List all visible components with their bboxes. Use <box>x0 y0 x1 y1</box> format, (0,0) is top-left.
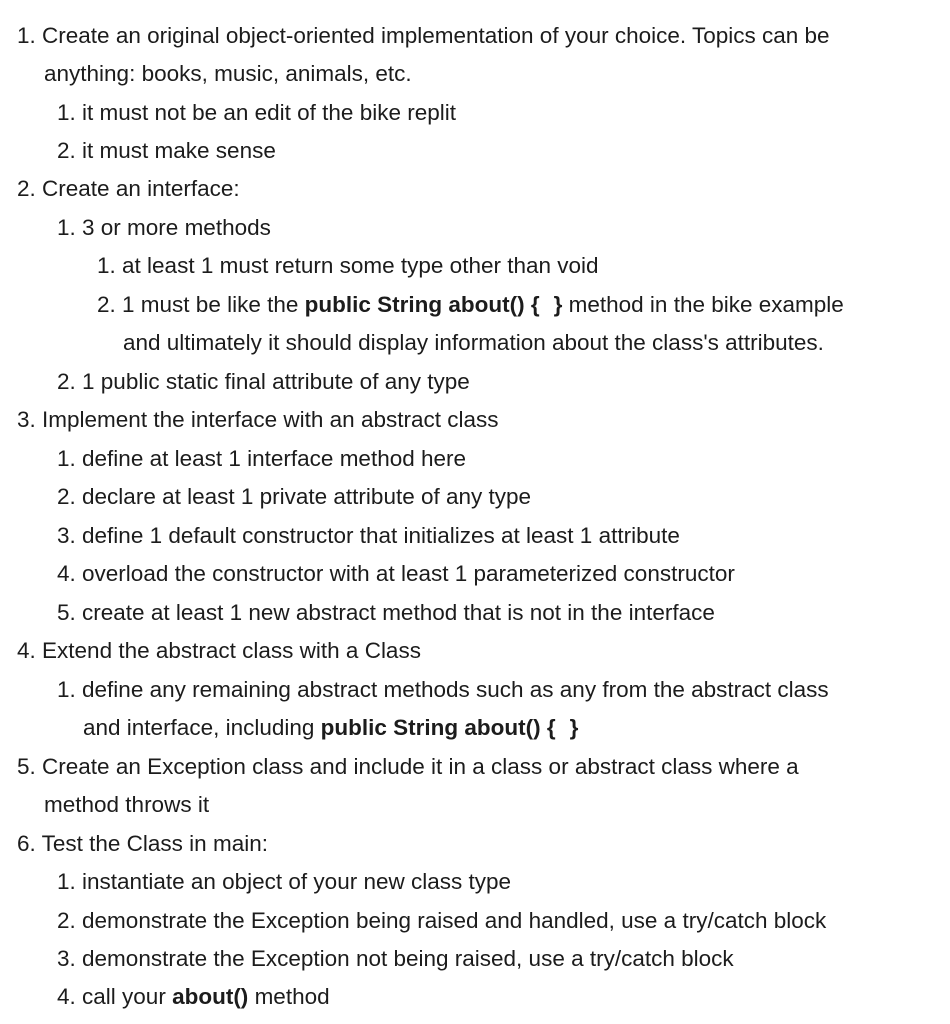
item-3-1 <box>0 440 950 478</box>
item-text-continued: and ultimately it should display information about the class's attributes. <box>123 330 824 355</box>
item-text: method in the bike example <box>562 292 844 317</box>
item-6-1 <box>0 863 950 901</box>
item-number: 3. <box>17 407 36 432</box>
item-3-4 <box>0 555 950 593</box>
item-3 <box>0 401 950 439</box>
item-number: 2. <box>17 176 36 201</box>
item-2-2 <box>0 363 950 401</box>
item-text: 1 must be like the <box>122 292 305 317</box>
item-3-2 <box>0 478 950 516</box>
item-6-3 <box>0 940 950 978</box>
item-3-3 <box>0 517 950 555</box>
item-2 <box>0 170 950 208</box>
item-text: call your <box>82 984 173 1009</box>
item-text-continued: anything: books, music, animals, etc. <box>44 61 412 86</box>
item-number: 2. <box>97 292 116 317</box>
item-5-continued <box>0 786 950 824</box>
item-text: demonstrate the Exception being raised and handled, use a try/catch block <box>82 908 827 933</box>
item-text: Create an Exception class and include it in a class or abstract class where a <box>42 754 799 779</box>
item-number: 1. <box>57 869 76 894</box>
item-text: 3 or more methods <box>82 215 271 240</box>
item-number: 1. <box>57 215 76 240</box>
item-1-1 <box>0 94 950 132</box>
item-2-1 <box>0 209 950 247</box>
item-1 <box>0 17 950 55</box>
item-text-continued: method throws it <box>44 792 210 817</box>
item-text: define at least 1 interface method here <box>82 446 467 471</box>
code-snippet: about() <box>172 984 249 1009</box>
code-brace: } <box>553 292 563 317</box>
item-text: overload the constructor with at least 1 parameterized constructor <box>82 561 735 586</box>
item-2-1-2 <box>0 286 950 324</box>
item-number: 1. <box>57 100 76 125</box>
item-text-continued: and interface, including <box>83 715 321 740</box>
item-1-2 <box>0 132 950 170</box>
item-text: define any remaining abstract methods such as any from the abstract class <box>82 677 829 702</box>
item-text: method <box>248 984 330 1009</box>
code-brace: } <box>569 715 579 740</box>
item-text: Implement the interface with an abstract class <box>42 407 499 432</box>
item-text: Create an interface: <box>42 176 240 201</box>
item-5 <box>0 748 950 786</box>
item-number: 1. <box>97 253 116 278</box>
code-snippet: public String about() { <box>320 715 556 740</box>
item-number: 2. <box>57 138 76 163</box>
item-text: it must make sense <box>82 138 276 163</box>
item-6 <box>0 825 950 863</box>
item-1-continued <box>0 55 950 93</box>
item-number: 1. <box>57 446 76 471</box>
item-6-4 <box>0 978 950 1016</box>
item-text: declare at least 1 private attribute of any type <box>82 484 532 509</box>
item-number: 3. <box>57 523 76 548</box>
item-text: create at least 1 new abstract method that is not in the interface <box>82 600 715 625</box>
item-2-1-2-continued <box>0 324 950 362</box>
code-snippet: public String about() { <box>304 292 540 317</box>
item-number: 1. <box>57 677 76 702</box>
item-2-1-1 <box>0 247 950 285</box>
item-4 <box>0 632 950 670</box>
item-number: 2. <box>57 908 76 933</box>
item-number: 2. <box>57 369 76 394</box>
item-number: 5. <box>17 754 36 779</box>
item-number: 4. <box>57 984 76 1009</box>
item-number: 6. <box>17 831 36 856</box>
item-text: Test the Class in main: <box>41 831 268 856</box>
item-text: instantiate an object of your new class type <box>82 869 512 894</box>
item-3-5 <box>0 594 950 632</box>
item-number: 3. <box>57 946 76 971</box>
item-number: 4. <box>57 561 76 586</box>
item-text: Create an original object-oriented implementation of your choice. Topics can be <box>42 23 830 48</box>
item-number: 1. <box>17 23 36 48</box>
item-text: demonstrate the Exception not being raised, use a try/catch block <box>82 946 734 971</box>
item-text: at least 1 must return some type other than void <box>122 253 599 278</box>
item-text: 1 public static final attribute of any type <box>82 369 470 394</box>
item-text: it must not be an edit of the bike replit <box>82 100 456 125</box>
item-6-2 <box>0 902 950 940</box>
item-number: 5. <box>57 600 76 625</box>
item-4-1 <box>0 671 950 709</box>
item-4-1-continued <box>0 709 950 747</box>
item-text: define 1 default constructor that initializes at least 1 attribute <box>82 523 680 548</box>
item-number: 2. <box>57 484 76 509</box>
item-number: 4. <box>17 638 36 663</box>
item-text: Extend the abstract class with a Class <box>42 638 421 663</box>
